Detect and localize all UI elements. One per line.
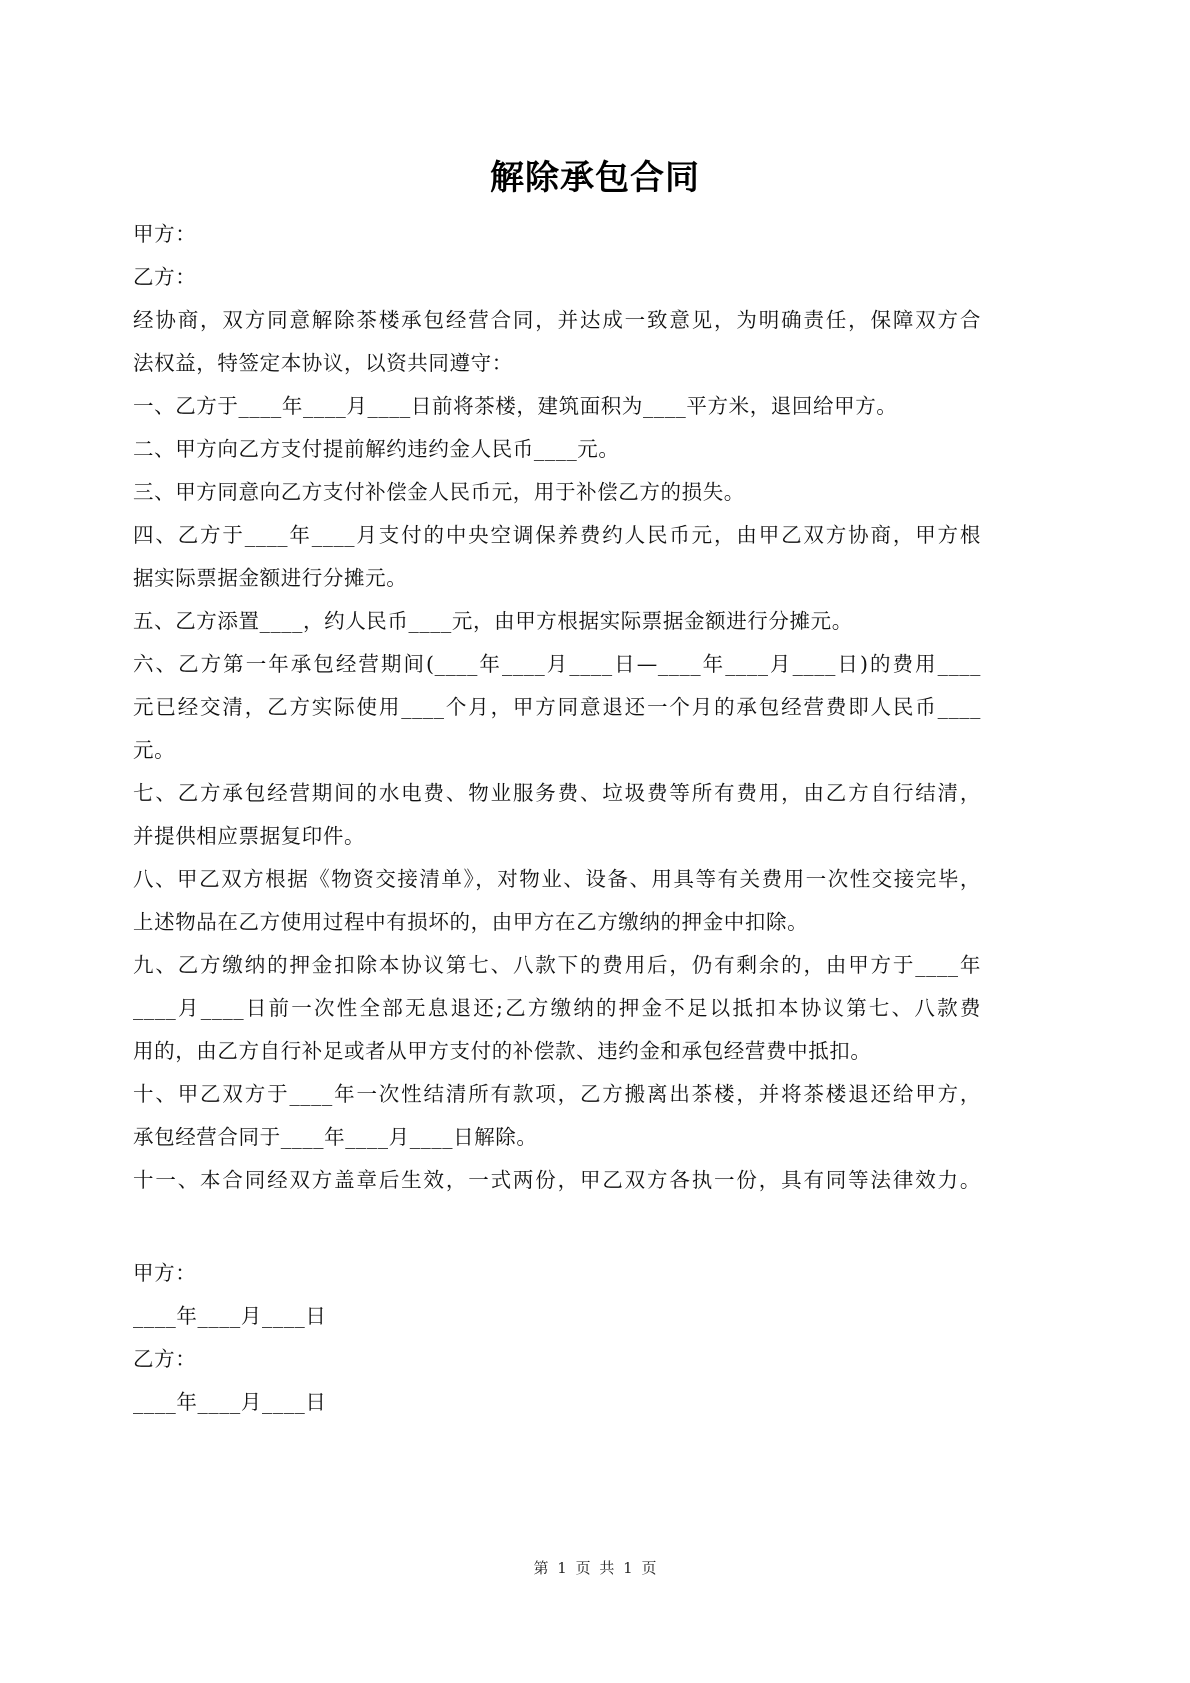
signature-party-b-label: 乙方： bbox=[133, 1347, 197, 1371]
signature-party-a-label: 甲方： bbox=[133, 1261, 197, 1285]
clause-8-line-1: 八、甲乙双方根据《物资交接清单》，对物业、设备、用具等有关费用一次性交接完毕， bbox=[133, 867, 981, 891]
clause-3: 三、甲方同意向乙方支付补偿金人民币元，用于补偿乙方的损失。 bbox=[133, 480, 745, 504]
clause-6-line-1: 六、乙方第一年承包经营期间(____年____月____日—____年____月____日)的费用____ bbox=[133, 652, 981, 676]
signature-spacer bbox=[133, 1202, 981, 1252]
clause-9-line-3: 用的，由乙方自行补足或者从甲方支付的补偿款、违约金和承包经营费中抵扣。 bbox=[133, 1039, 872, 1063]
clause-7-line-2: 并提供相应票据复印件。 bbox=[133, 824, 366, 848]
clause-4-line-2: 据实际票据金额进行分摊元。 bbox=[133, 566, 408, 590]
clause-10-line-2: 承包经营合同于____年____月____日解除。 bbox=[133, 1125, 538, 1149]
signature-party-b-date: ____年____月____日 bbox=[133, 1390, 327, 1414]
document-body bbox=[133, 213, 981, 1424]
clause-5: 五、乙方添置____，约人民币____元，由甲方根据实际票据金额进行分摊元。 bbox=[133, 609, 853, 633]
party-a-label: 甲方： bbox=[133, 222, 197, 246]
preamble-line-2: 法权益，特签定本协议，以资共同遵守： bbox=[133, 351, 513, 375]
clause-6-line-2: 元已经交清，乙方实际使用____个月，甲方同意退还一个月的承包经营费即人民币____ bbox=[133, 695, 981, 719]
clause-10-line-1: 十、甲乙双方于____年一次性结清所有款项，乙方搬离出茶楼，并将茶楼退还给甲方， bbox=[133, 1082, 981, 1106]
clause-4-line-1: 四、乙方于____年____月支付的中央空调保养费约人民币元，由甲乙双方协商，甲方根 bbox=[133, 523, 981, 547]
clause-8-line-2: 上述物品在乙方使用过程中有损坏的，由甲方在乙方缴纳的押金中扣除。 bbox=[133, 910, 809, 934]
clause-7-line-1: 七、乙方承包经营期间的水电费、物业服务费、垃圾费等所有费用，由乙方自行结清， bbox=[133, 781, 981, 805]
clause-6-line-3: 元。 bbox=[133, 738, 176, 762]
clause-1: 一、乙方于____年____月____日前将茶楼，建筑面积为____平方米，退回给甲方。 bbox=[133, 394, 898, 418]
document-title: 解除承包合同 bbox=[490, 158, 700, 198]
clause-9-line-1: 九、乙方缴纳的押金扣除本协议第七、八款下的费用后，仍有剩余的，由甲方于____年 bbox=[133, 953, 981, 977]
clause-2: 二、甲方向乙方支付提前解约违约金人民币____元。 bbox=[133, 437, 620, 461]
party-b-label: 乙方： bbox=[133, 265, 197, 289]
clause-11: 十一、本合同经双方盖章后生效，一式两份，甲乙双方各执一份，具有同等法律效力。 bbox=[133, 1168, 981, 1192]
clause-9-line-2: ____月____日前一次性全部无息退还;乙方缴纳的押金不足以抵扣本协议第七、八款费 bbox=[133, 996, 981, 1020]
signature-party-a-date: ____年____月____日 bbox=[133, 1304, 327, 1328]
preamble-line-1: 经协商，双方同意解除茶楼承包经营合同，并达成一致意见，为明确责任，保障双方合 bbox=[133, 308, 981, 332]
page-indicator: 第 1 页 共 1 页 bbox=[533, 1559, 657, 1577]
